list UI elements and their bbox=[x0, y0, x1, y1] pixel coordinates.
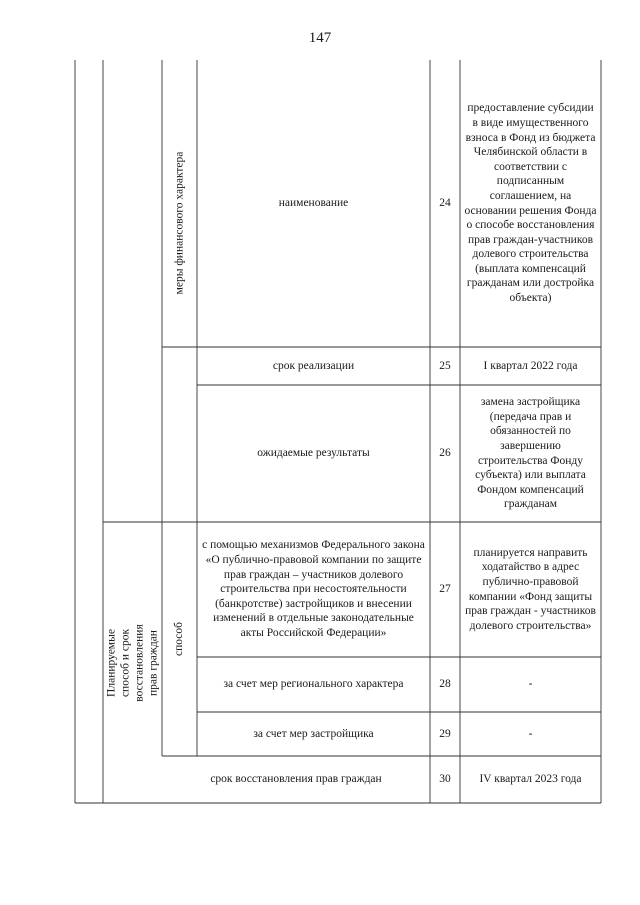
row-26-value: замена застройщика (передача прав и обязанностей по завершению строительства Фонду субъекта) или выплата Фондом компенсаций гражданам bbox=[475, 396, 586, 511]
row-30-value: IV квартал 2023 года bbox=[479, 773, 582, 786]
row-25-number: 25 bbox=[439, 359, 451, 372]
row-24-value: предоставление субсидии в виде имущественного взноса в Фонд из бюджета Челябинской области в соответствии с подписанным соглашением, на основании решения Фонда о способе восстановления прав граждан-участников долевого строительства (выплата компенсаций гражданам или достройка объекта) bbox=[464, 102, 597, 305]
row-27-value: планируется направить ходатайство в адрес публично-правовой компании «Фонд защиты прав граждан - участников долевого строительства» bbox=[465, 546, 596, 632]
row-25-label: срок реализации bbox=[272, 359, 355, 372]
row-24-number: 24 bbox=[439, 197, 451, 210]
row-28-value: - bbox=[528, 678, 533, 691]
row-30-label: срок восстановления прав граждан bbox=[210, 773, 382, 786]
row-27-label: с помощью механизмов Федерального закона «О публично-правовой компании по защите прав граждан – участников долевого строительства при несостоятельности (банкротстве) застройщиков и внесении изменений в отдельные законодательные акты Российской Федерации» bbox=[202, 539, 425, 639]
row-29-number: 29 bbox=[439, 727, 451, 740]
row-24-label: наименование bbox=[278, 197, 349, 210]
row-28-label: за счет мер регионального характера bbox=[223, 678, 404, 691]
group-method: способ bbox=[173, 621, 186, 657]
row-28-number: 28 bbox=[439, 678, 451, 691]
row-25-value: I квартал 2022 года bbox=[483, 359, 578, 372]
group-planned-method: Планируемые способ и срок восстановления прав граждан bbox=[105, 623, 160, 702]
row-29-label: за счет мер застройщика bbox=[253, 727, 374, 740]
row-30-number: 30 bbox=[439, 773, 451, 786]
group-financial-measures: меры финансового характера bbox=[173, 151, 186, 294]
row-27-number: 27 bbox=[439, 583, 451, 596]
row-29-value: - bbox=[528, 727, 533, 740]
page-number: 147 bbox=[308, 30, 332, 46]
row-26-number: 26 bbox=[439, 447, 451, 460]
row-26-label: ожидаемые результаты bbox=[257, 447, 370, 460]
